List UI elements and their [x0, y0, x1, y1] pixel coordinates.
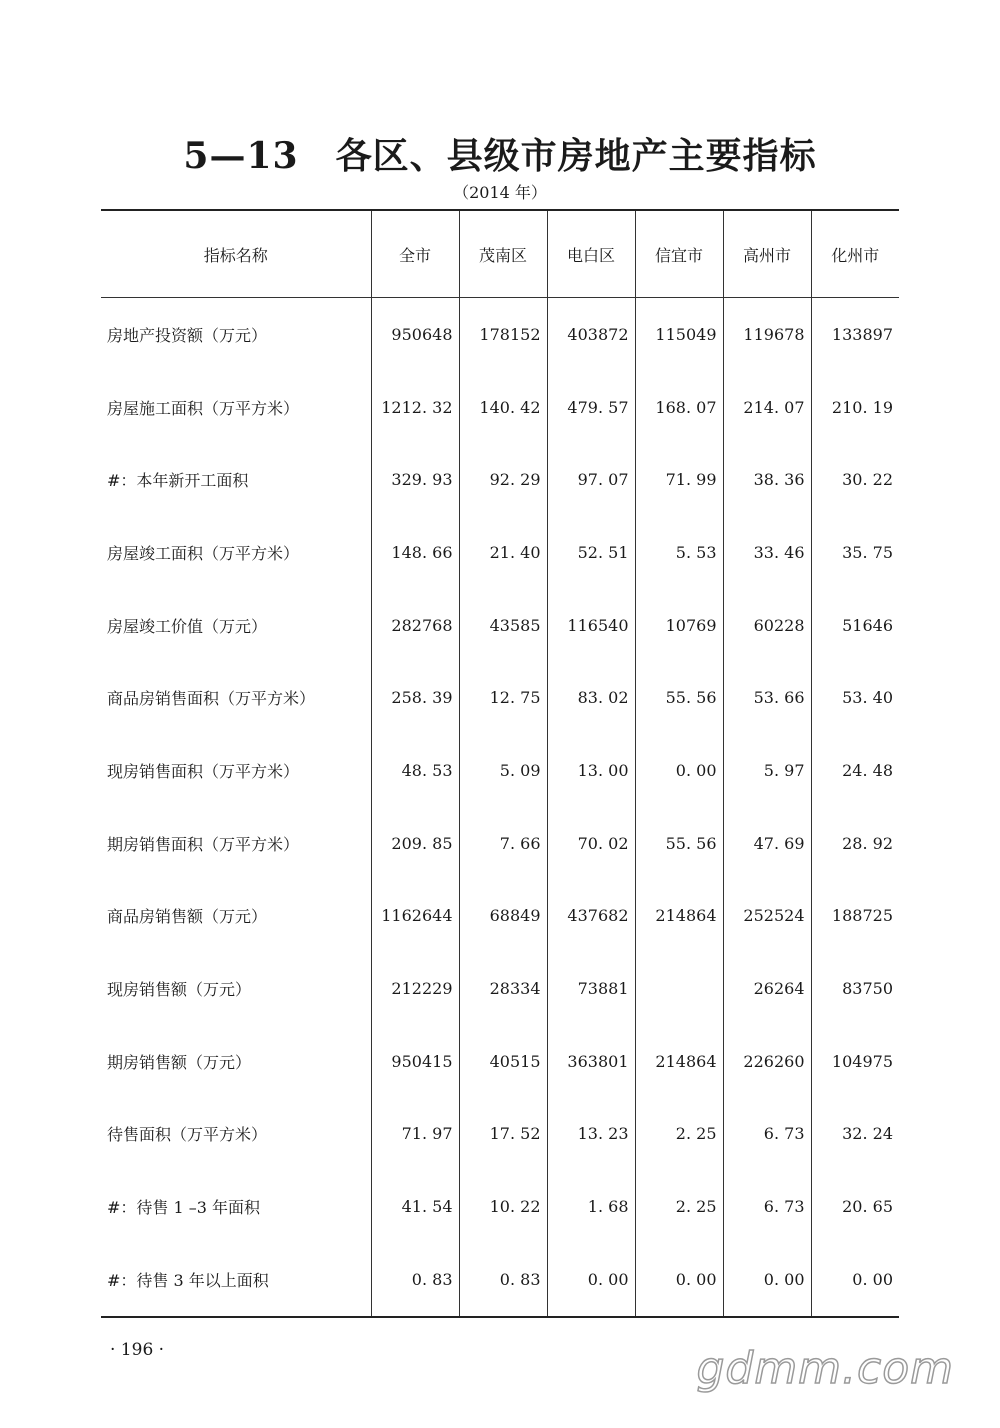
- value-cell: 83. 02: [547, 661, 635, 734]
- value-cell: 168. 07: [635, 371, 723, 444]
- value-cell: 1162644: [371, 880, 459, 953]
- value-cell: 214864: [635, 1025, 723, 1098]
- indicator-name-cell: 房屋竣工面积（万平方米）: [107, 543, 300, 563]
- value-cell: 437682: [547, 880, 635, 953]
- value-cell: 48. 53: [371, 734, 459, 807]
- table-row: [101, 516, 899, 589]
- value-cell: 258. 39: [371, 661, 459, 734]
- value-cell: 24. 48: [811, 734, 899, 807]
- value-cell: 7. 66: [459, 807, 547, 880]
- value-cell: 209. 85: [371, 807, 459, 880]
- value-cell: 1212. 32: [371, 371, 459, 444]
- value-cell: 73881: [547, 952, 635, 1025]
- value-cell: 104975: [811, 1025, 899, 1098]
- value-cell: 1. 68: [547, 1170, 635, 1243]
- value-cell: 188725: [811, 880, 899, 953]
- indicator-name-cell: 现房销售额（万元）: [107, 980, 252, 1000]
- value-cell: 10. 22: [459, 1170, 547, 1243]
- indicator-name-cell: 房地产投资额（万元）: [107, 325, 268, 345]
- value-cell: 32. 24: [811, 1098, 899, 1171]
- column-header: 高州市: [723, 210, 811, 298]
- table-row: [101, 1098, 899, 1171]
- value-cell: 178152: [459, 298, 547, 371]
- table-row: [101, 807, 899, 880]
- column-header: 化州市: [811, 210, 899, 298]
- value-cell: 71. 97: [371, 1098, 459, 1171]
- table-row: [101, 952, 899, 1025]
- value-cell: 403872: [547, 298, 635, 371]
- value-cell: 214. 07: [723, 371, 811, 444]
- value-cell: 0. 83: [371, 1243, 459, 1317]
- watermark-logo: gdmm.com: [696, 1343, 954, 1394]
- value-cell: 0. 00: [547, 1243, 635, 1317]
- value-cell: 20. 65: [811, 1170, 899, 1243]
- value-cell: 53. 40: [811, 661, 899, 734]
- value-cell: 226260: [723, 1025, 811, 1098]
- value-cell: 43585: [459, 589, 547, 662]
- indicator-name-cell: #：本年新开工面积: [107, 471, 249, 491]
- value-cell: 70. 02: [547, 807, 635, 880]
- value-cell: 0. 00: [635, 734, 723, 807]
- indicator-name-cell: 期房销售额（万元）: [107, 1052, 252, 1072]
- column-header: 茂南区: [459, 210, 547, 298]
- page-title: 5—13 各区、县级市房地产主要指标: [183, 135, 817, 177]
- indicator-name-cell: #：待售 3 年以上面积: [107, 1270, 269, 1290]
- value-cell: 92. 29: [459, 443, 547, 516]
- value-cell: 53. 66: [723, 661, 811, 734]
- value-cell: 13. 00: [547, 734, 635, 807]
- value-cell: 5. 97: [723, 734, 811, 807]
- value-cell: 33. 46: [723, 516, 811, 589]
- table-row: [101, 298, 899, 371]
- value-cell: 17. 52: [459, 1098, 547, 1171]
- indicator-name-cell: 期房销售面积（万平方米）: [107, 834, 300, 854]
- table-row: [101, 1243, 899, 1317]
- value-cell: 41. 54: [371, 1170, 459, 1243]
- indicator-name-cell: #：待售 1 –3 年面积: [107, 1198, 261, 1218]
- table-row: [101, 880, 899, 953]
- indicator-table: [101, 209, 899, 1318]
- indicator-name-cell: 商品房销售额（万元）: [107, 907, 268, 927]
- table-row: [101, 443, 899, 516]
- value-cell: 26264: [723, 952, 811, 1025]
- value-cell: 52. 51: [547, 516, 635, 589]
- value-cell: 21. 40: [459, 516, 547, 589]
- value-cell: 30. 22: [811, 443, 899, 516]
- value-cell: 133897: [811, 298, 899, 371]
- value-cell: 119678: [723, 298, 811, 371]
- table-row: [101, 734, 899, 807]
- value-cell: 5. 09: [459, 734, 547, 807]
- value-cell: 363801: [547, 1025, 635, 1098]
- column-header: 信宜市: [635, 210, 723, 298]
- table-body: [101, 298, 899, 1317]
- table-row: [101, 371, 899, 444]
- value-cell: 210. 19: [811, 371, 899, 444]
- table-row: [101, 1170, 899, 1243]
- value-cell: 38. 36: [723, 443, 811, 516]
- table-row: [101, 589, 899, 662]
- indicator-name-cell: 房屋竣工价值（万元）: [107, 616, 268, 636]
- value-cell: 40515: [459, 1025, 547, 1098]
- column-header: 全市: [371, 210, 459, 298]
- value-cell: 68849: [459, 880, 547, 953]
- value-cell: 0. 00: [811, 1243, 899, 1317]
- value-cell: 950415: [371, 1025, 459, 1098]
- indicator-name-cell: 现房销售面积（万平方米）: [107, 761, 300, 781]
- value-cell: 28334: [459, 952, 547, 1025]
- value-cell: 329. 93: [371, 443, 459, 516]
- value-cell: 148. 66: [371, 516, 459, 589]
- value-cell: 71. 99: [635, 443, 723, 516]
- value-cell: 6. 73: [723, 1098, 811, 1171]
- value-cell: 28. 92: [811, 807, 899, 880]
- value-cell: 83750: [811, 952, 899, 1025]
- value-cell: 115049: [635, 298, 723, 371]
- value-cell: 13. 23: [547, 1098, 635, 1171]
- table-row: [101, 1025, 899, 1098]
- value-cell: 2. 25: [635, 1098, 723, 1171]
- value-cell: 55. 56: [635, 807, 723, 880]
- indicator-name-cell: 房屋施工面积（万平方米）: [107, 398, 300, 418]
- value-cell: 47. 69: [723, 807, 811, 880]
- value-cell: 212229: [371, 952, 459, 1025]
- value-cell: 5. 53: [635, 516, 723, 589]
- value-cell: 252524: [723, 880, 811, 953]
- value-cell: 35. 75: [811, 516, 899, 589]
- value-cell: 950648: [371, 298, 459, 371]
- value-cell: 479. 57: [547, 371, 635, 444]
- value-cell: 140. 42: [459, 371, 547, 444]
- value-cell: 2. 25: [635, 1170, 723, 1243]
- indicator-name-cell: 待售面积（万平方米）: [107, 1125, 268, 1145]
- value-cell: 282768: [371, 589, 459, 662]
- value-cell: 12. 75: [459, 661, 547, 734]
- column-header: 电白区: [547, 210, 635, 298]
- value-cell: 0. 00: [723, 1243, 811, 1317]
- table-row: [101, 661, 899, 734]
- value-cell: 214864: [635, 880, 723, 953]
- value-cell: 0. 00: [635, 1243, 723, 1317]
- indicator-name-cell: 商品房销售面积（万平方米）: [107, 689, 316, 709]
- value-cell: 116540: [547, 589, 635, 662]
- value-cell: 60228: [723, 589, 811, 662]
- value-cell: 10769: [635, 589, 723, 662]
- value-cell: 55. 56: [635, 661, 723, 734]
- value-cell: 51646: [811, 589, 899, 662]
- value-cell: 0. 83: [459, 1243, 547, 1317]
- table-header-row: [101, 210, 899, 298]
- page-subtitle: （2014 年）: [453, 183, 547, 202]
- value-cell: [635, 952, 723, 1025]
- page-number: · 196 ·: [110, 1340, 165, 1360]
- column-header: 指标名称: [101, 210, 371, 298]
- value-cell: 6. 73: [723, 1170, 811, 1243]
- value-cell: 97. 07: [547, 443, 635, 516]
